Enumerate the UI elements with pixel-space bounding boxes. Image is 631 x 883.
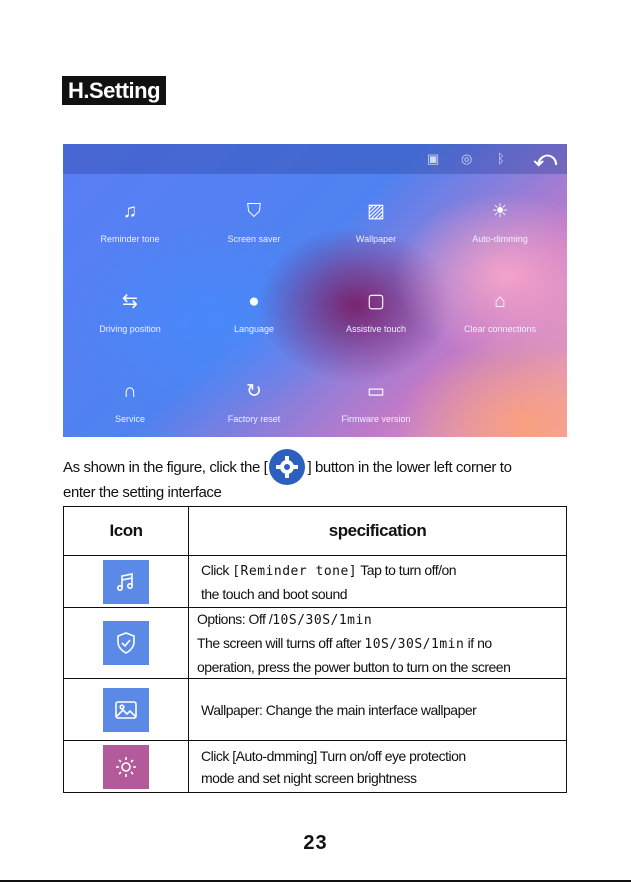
header-specification: specification [189, 507, 567, 556]
tile-reminder-tone[interactable] [67, 200, 193, 244]
caption-line-1 [63, 456, 563, 480]
tile-auto-dimming[interactable] [437, 200, 563, 244]
tile-driving-position[interactable] [67, 290, 193, 334]
wireless-icon: ◎ [461, 151, 473, 166]
bottom-rule [0, 880, 631, 882]
section-title: H.Setting [62, 76, 166, 105]
page-number: 23 [303, 832, 328, 854]
sun-icon: ☀ [491, 201, 509, 222]
broom-icon: ⌂ [494, 291, 506, 312]
tile-language[interactable] [191, 290, 317, 334]
shield-check-icon [103, 621, 149, 665]
gear-icon [269, 449, 305, 485]
tile-label: Service [114, 414, 145, 424]
tile-label: Auto-dimming [472, 234, 528, 244]
music-note-icon: ♫ [122, 201, 138, 222]
shield-check-icon: ⛉ [246, 201, 262, 222]
row-4-line-2: mode and set night screen brightness [201, 769, 417, 786]
tile-label: Language [233, 324, 275, 334]
row-4-line-1: Click [Auto-dmming] Turn on/off eye protection [201, 747, 466, 764]
tile-screen-saver[interactable] [191, 200, 317, 244]
tile-label: Wallpaper [355, 234, 397, 244]
table-row [64, 741, 567, 793]
tile-label: Driving position [99, 324, 161, 334]
row-1-line-2: the touch and boot sound [201, 585, 348, 602]
table-row [64, 679, 567, 741]
tile-label: Reminder tone [100, 234, 160, 244]
sun-icon [103, 745, 149, 789]
table-header-row [64, 507, 567, 556]
header-icon: Icon [64, 507, 189, 556]
image-icon: ▨ [367, 201, 385, 222]
tile-label: Factory reset [227, 414, 281, 424]
globe-icon: ● [248, 291, 260, 312]
tile-assistive-touch[interactable] [313, 290, 439, 334]
bluetooth-icon: ᛒ [497, 151, 505, 166]
row-3-line-1: Wallpaper: Change the main interface wallpaper [189, 679, 567, 741]
sd-card-icon: ▣ [427, 151, 440, 166]
row-2-line-3: operation, press the power button to turn on the screen [197, 659, 511, 675]
tile-clear-connections[interactable] [437, 290, 563, 334]
image-icon [103, 688, 149, 732]
caption-text: ] button in the lower left corner to [307, 459, 512, 476]
swap-arrows-icon: ⇆ [122, 291, 138, 312]
row-2-line-2: The screen will turns off after 10S/30S/1min if no [197, 635, 492, 652]
reset-icon: ↻ [246, 381, 262, 402]
headset-icon: ∩ [123, 381, 137, 402]
back-icon[interactable]: ⤺ [533, 146, 557, 171]
caption-text: As shown in the figure, click the [ [63, 459, 268, 476]
tile-wallpaper[interactable] [313, 200, 439, 244]
music-note-icon [103, 560, 149, 604]
status-bar [63, 144, 567, 174]
tile-label: Clear connections [463, 324, 537, 334]
specification-table [63, 506, 567, 793]
tile-label: Firmware version [341, 414, 411, 424]
tile-firmware-version[interactable] [313, 380, 439, 424]
tile-label: Assistive touch [345, 324, 407, 334]
table-row [64, 608, 567, 679]
firmware-icon: ▭ [367, 381, 385, 402]
tile-label: Screen saver [227, 234, 281, 244]
settings-screenshot [63, 144, 567, 437]
tile-factory-reset[interactable] [191, 380, 317, 424]
tile-service[interactable] [67, 380, 193, 424]
row-1-line-1: Click [Reminder tone] Tap to turn off/on [201, 561, 457, 579]
caption-line-2: enter the setting interface [63, 484, 222, 501]
assistive-touch-icon: ▢ [367, 291, 385, 312]
row-2-line-1: Options: Off /10S/30S/1min [197, 611, 373, 628]
table-row [64, 556, 567, 608]
